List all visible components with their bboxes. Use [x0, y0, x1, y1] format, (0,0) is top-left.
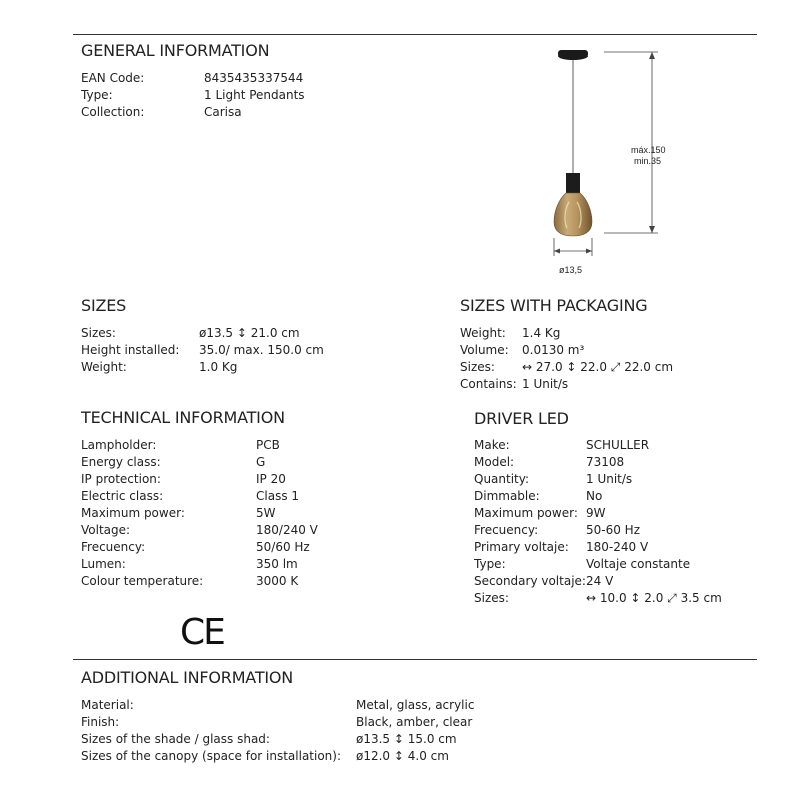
sizes-value: 1.0 Kg: [199, 360, 238, 374]
technical-value: Class 1: [256, 489, 300, 503]
additional-label: Material:: [81, 698, 134, 712]
additional-title: ADDITIONAL INFORMATION: [81, 668, 294, 687]
driver-value: No: [586, 489, 603, 503]
general-value: 8435435337544: [204, 71, 304, 85]
packaging-label: Volume:: [460, 343, 509, 357]
packaging-label: Sizes:: [460, 360, 495, 374]
technical-value: 350 lm: [256, 557, 298, 571]
additional-row: [81, 748, 531, 765]
sizes-label: Height installed:: [81, 343, 180, 357]
technical-label: IP protection:: [81, 472, 161, 486]
additional-value: Metal, glass, acrylic: [356, 698, 475, 712]
driver-label: Frecuency:: [474, 523, 539, 537]
driver-label: Type:: [474, 557, 506, 571]
technical-label: Voltage:: [81, 523, 131, 537]
additional-label: Sizes of the canopy (space for installation):: [81, 749, 342, 763]
sizes-title: SIZES: [81, 296, 127, 315]
pendant-lamp-diagram: [520, 40, 700, 280]
general-label: Type:: [81, 88, 113, 102]
technical-label: Lumen:: [81, 557, 126, 571]
lamp-socket: [566, 173, 580, 195]
additional-row: [81, 731, 531, 748]
general-value: Carisa: [204, 105, 242, 119]
driver-value: 9W: [586, 506, 606, 520]
height-arrow-bottom: [649, 226, 655, 233]
technical-row: [81, 454, 411, 471]
driver-value: 50-60 Hz: [586, 523, 641, 537]
sizes-row: [81, 325, 381, 342]
packaging-row: [460, 359, 750, 376]
technical-value: IP 20: [256, 472, 286, 486]
driver-row: [474, 505, 754, 522]
sizes-value: 35.0/ max. 150.0 cm: [199, 343, 324, 357]
height-arrow-top: [649, 52, 655, 59]
general-value: 1 Light Pendants: [204, 88, 305, 102]
technical-row: [81, 522, 411, 539]
general-label: EAN Code:: [81, 71, 145, 85]
driver-label: Primary voltaje:: [474, 540, 569, 554]
driver-label: Dimmable:: [474, 489, 540, 503]
sizes-label: Weight:: [81, 360, 127, 374]
technical-label: Energy class:: [81, 455, 161, 469]
additional-label: Sizes of the shade / glass shad:: [81, 732, 270, 746]
height-max-label: máx.150: [631, 145, 666, 155]
diameter-arrow-left: [554, 249, 560, 254]
canopy-body: [558, 50, 588, 57]
driver-row: [474, 573, 754, 590]
packaging-row: [460, 376, 750, 393]
packaging-row: [460, 342, 750, 359]
driver-row: [474, 539, 754, 556]
technical-value: PCB: [256, 438, 280, 452]
technical-label: Colour temperature:: [81, 574, 204, 588]
general-info-title: GENERAL INFORMATION: [81, 41, 270, 60]
general-label: Collection:: [81, 105, 145, 119]
technical-row: [81, 505, 411, 522]
technical-value: 3000 K: [256, 574, 299, 588]
driver-row: [474, 556, 754, 573]
general-row: [81, 70, 411, 87]
general-row: [81, 87, 411, 104]
driver-value: 180-240 V: [586, 540, 649, 554]
driver-row: [474, 522, 754, 539]
packaging-label: Weight:: [460, 326, 506, 340]
additional-value: ø12.0 ↕ 4.0 cm: [356, 749, 449, 763]
driver-title: DRIVER LED: [474, 409, 569, 428]
technical-value: 180/240 V: [256, 523, 318, 537]
driver-value: 1 Unit/s: [586, 472, 633, 486]
sizes-row: [81, 359, 381, 376]
driver-value: ↔ 10.0 ↕ 2.0 ⤢ 3.5 cm: [586, 591, 722, 605]
technical-row: [81, 556, 411, 573]
diameter-arrow-right: [586, 249, 592, 254]
packaging-title: SIZES WITH PACKAGING: [460, 296, 648, 315]
driver-label: Maximum power:: [474, 506, 578, 520]
driver-label: Make:: [474, 438, 510, 452]
driver-value: 73108: [586, 455, 625, 469]
additional-value: Black, amber, clear: [356, 715, 473, 729]
packaging-value: ↔ 27.0 ↕ 22.0 ⤢ 22.0 cm: [522, 360, 674, 374]
diameter-label: ø13,5: [559, 265, 583, 275]
driver-row: [474, 471, 754, 488]
additional-label: Finish:: [81, 715, 120, 729]
technical-row: [81, 539, 411, 556]
technical-title: TECHNICAL INFORMATION: [81, 408, 285, 427]
technical-row: [81, 471, 411, 488]
driver-label: Secondary voltaje:: [474, 574, 586, 588]
driver-row: [474, 488, 754, 505]
driver-value: 24 V: [586, 574, 614, 588]
driver-label: Sizes:: [474, 591, 509, 605]
ce-mark-icon: CE: [180, 612, 224, 653]
driver-row: [474, 590, 754, 607]
additional-row: [81, 697, 531, 714]
driver-row: [474, 437, 754, 454]
packaging-label: Contains:: [460, 377, 517, 391]
additional-row: [81, 714, 531, 731]
top-divider: [73, 34, 757, 35]
sizes-value: ø13.5 ↕ 21.0 cm: [199, 326, 300, 340]
technical-row: [81, 437, 411, 454]
technical-row: [81, 488, 411, 505]
driver-value: Voltaje constante: [586, 557, 691, 571]
general-row: [81, 104, 411, 121]
technical-label: Maximum power:: [81, 506, 185, 520]
technical-value: 5W: [256, 506, 276, 520]
technical-label: Lampholder:: [81, 438, 157, 452]
driver-label: Quantity:: [474, 472, 530, 486]
packaging-value: 1.4 Kg: [522, 326, 561, 340]
packaging-value: 0.0130 m³: [522, 343, 585, 357]
driver-row: [474, 454, 754, 471]
additional-value: ø13.5 ↕ 15.0 cm: [356, 732, 457, 746]
driver-value: SCHULLER: [586, 438, 650, 452]
technical-value: 50/60 Hz: [256, 540, 310, 554]
bottom-divider: [73, 659, 757, 660]
packaging-value: 1 Unit/s: [522, 377, 569, 391]
technical-row: [81, 573, 411, 590]
glass-shade: [554, 193, 592, 236]
packaging-row: [460, 325, 750, 342]
sizes-row: [81, 342, 381, 359]
technical-label: Electric class:: [81, 489, 164, 503]
sizes-label: Sizes:: [81, 326, 116, 340]
technical-value: G: [256, 455, 266, 469]
technical-label: Frecuency:: [81, 540, 146, 554]
height-min-label: min.35: [634, 156, 662, 166]
driver-label: Model:: [474, 455, 515, 469]
